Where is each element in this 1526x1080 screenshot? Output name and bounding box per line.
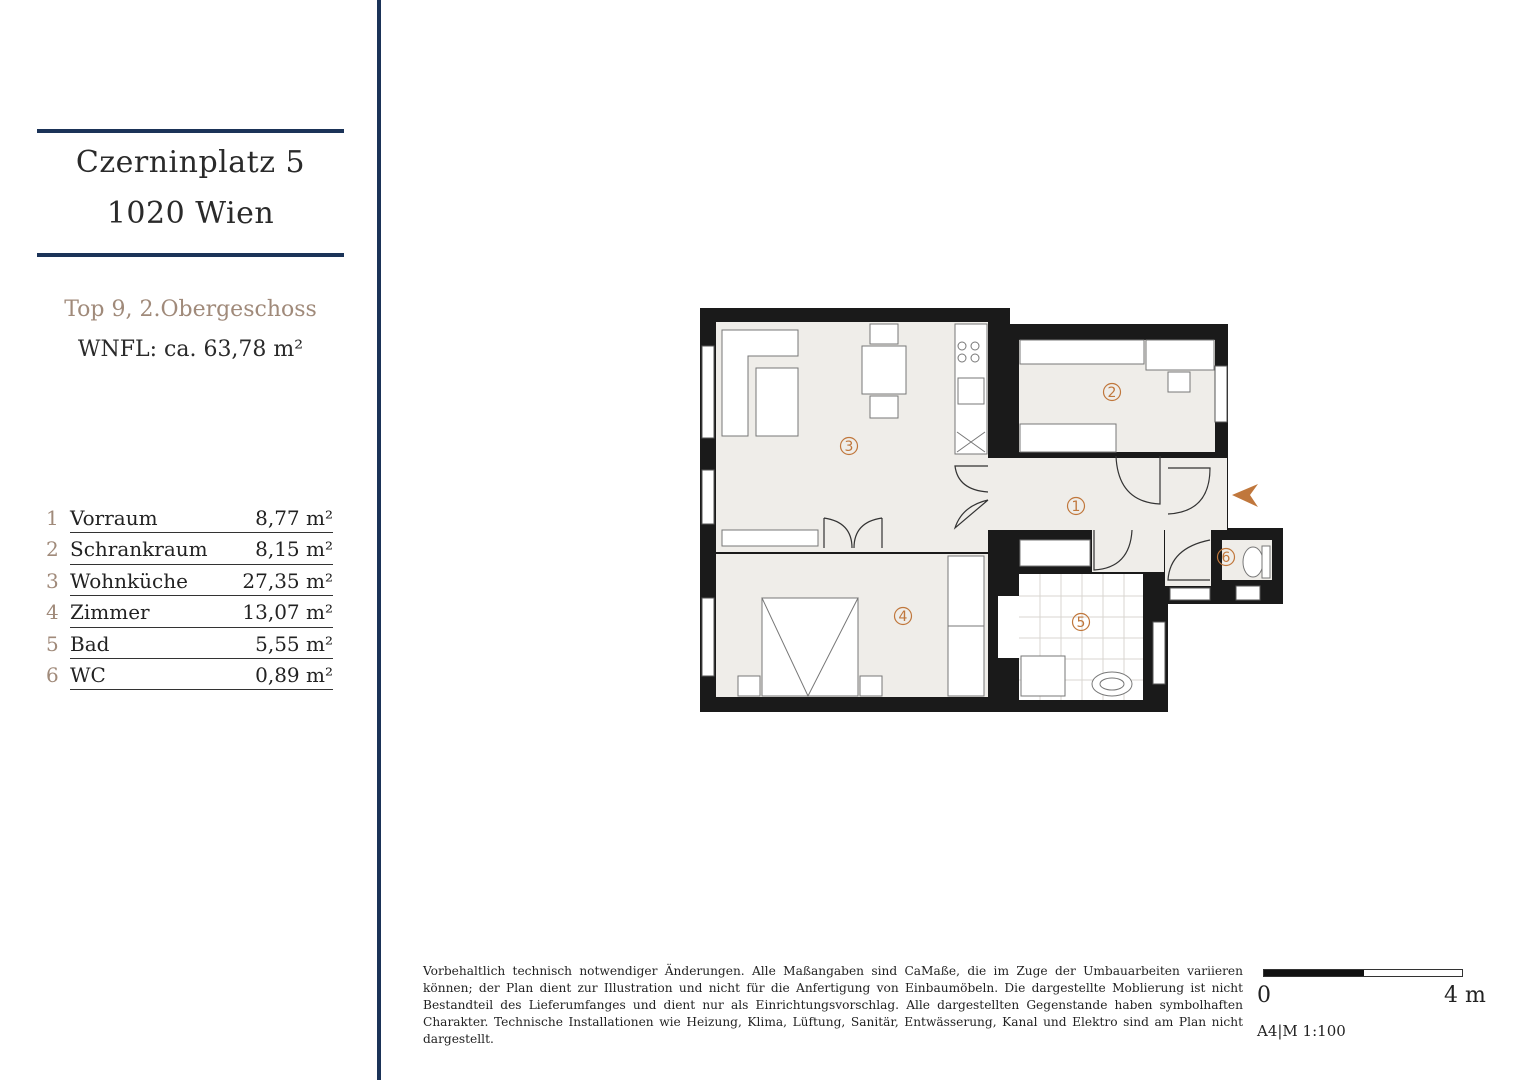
room-vorraum	[955, 458, 1227, 530]
entry-arrow-icon	[1232, 484, 1258, 507]
plan-label: 6	[1221, 550, 1231, 566]
unit-area: WNFL: ca. 63,78 m²	[77, 337, 304, 362]
plan-label: 3	[844, 439, 854, 455]
room-number: 4	[46, 600, 59, 625]
address-street: Czerninplatz 5	[75, 145, 306, 180]
unit-floor: Top 9, 2.Obergeschoss	[64, 297, 317, 322]
room-area: 5,55 m²	[255, 631, 333, 656]
room-area: 27,35 m²	[242, 568, 333, 593]
room-name: Vorraum	[70, 506, 158, 530]
room-name: Zimmer	[70, 600, 150, 625]
plan-label: 4	[898, 609, 908, 625]
room-area: 13,07 m²	[242, 600, 333, 625]
scale-start: 0	[1257, 983, 1271, 1008]
room-name: Bad	[70, 631, 110, 656]
scale-end: 4 m	[1444, 983, 1486, 1008]
room-name: Wohnküche	[70, 568, 188, 593]
room-name: WC	[70, 662, 106, 687]
room-number: 6	[46, 662, 59, 687]
room-number: 5	[46, 631, 59, 656]
disclaimer: Vorbehaltlich technisch notwendiger Änderungen. Alle Maßangaben sind CaMaße, die im Zuge der Umbauarbeiten variieren können; der Plan dient zur Illustration und nicht für die Anfertigung von Einbaumöbeln. Die dargestellte Moblierung ist nicht Bestandteil des Lieferumfanges und dient nur als Einrichtungsvorschlag. Alle dargestellten Gegenstande haben symbolhaften Charakter. Technische Installationen wie Heizung, Klima, Lüftung, Sanitär, Entwässerung, Kanal und Elektro sind am Plan nicht dargestellt.	[423, 964, 1243, 1046]
room-name: Schrankraum	[70, 537, 208, 562]
plan-label: 5	[1076, 615, 1086, 631]
room-area: 8,15 m²	[255, 537, 333, 562]
plan-label: 1	[1071, 499, 1081, 515]
room-area: 0,89 m²	[255, 662, 333, 687]
room-number: 3	[46, 568, 59, 593]
scale-ratio: A4|M 1:100	[1257, 1022, 1346, 1040]
room-area: 8,77 m²	[255, 506, 333, 530]
room-number: 1	[46, 506, 59, 530]
scale-bar-fill	[1264, 970, 1364, 976]
address-city: 1020 Wien	[106, 196, 275, 231]
scale-bar	[1263, 969, 1463, 977]
room-number: 2	[46, 537, 59, 562]
plan-label: 2	[1107, 385, 1117, 401]
